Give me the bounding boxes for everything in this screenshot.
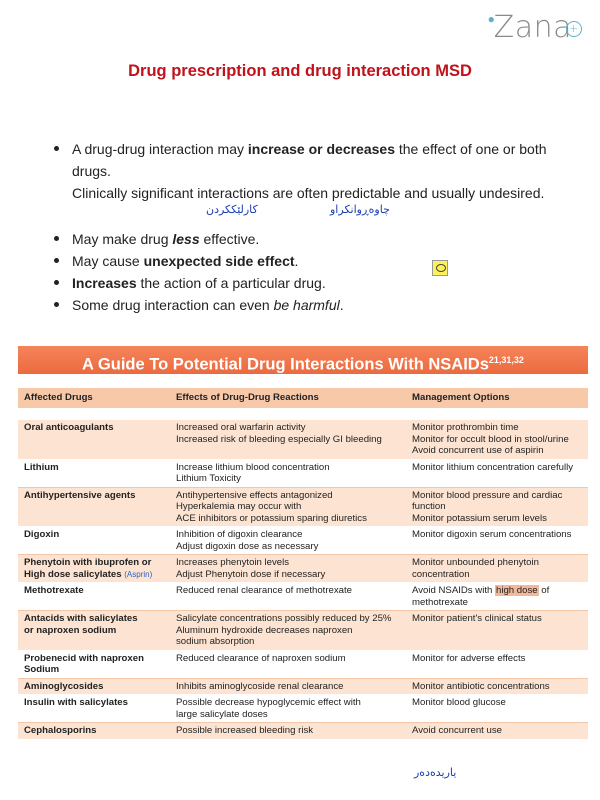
effects-cell: Reduced clearance of naproxen sodium xyxy=(176,652,346,664)
effects-cell: Possible increased bleeding risk xyxy=(176,725,314,736)
handwritten-annotation: یاریدەدەر xyxy=(414,766,457,779)
bullet-text: . xyxy=(294,253,299,269)
bullet-list xyxy=(52,138,572,316)
effects-cell: Inhibition of digoxin clearance Adjust digoxin dose as necessary xyxy=(176,529,319,552)
banner-title: A Guide To Potential Drug Interactions With NSAIDs xyxy=(82,355,489,374)
table-row xyxy=(18,555,588,583)
bullet-bold: Increases xyxy=(72,275,137,291)
bullet-text: effective. xyxy=(199,231,260,247)
table-row xyxy=(18,723,588,740)
drug-cell: Insulin with salicylates xyxy=(24,697,128,708)
logo-plus-icon: + xyxy=(566,21,582,37)
effects-cell: Increased oral warfarin activity Increased risk of bleeding especially GI bleeding xyxy=(176,422,382,445)
bullet-text: . xyxy=(339,297,344,313)
drug-cell: Digoxin xyxy=(24,529,60,540)
comment-note-icon[interactable] xyxy=(432,260,448,276)
effects-cell: Increases phenytoin levels Adjust Phenytoin dose if necessary xyxy=(176,557,326,580)
table-row xyxy=(18,650,588,678)
effects-cell: Increase lithium blood concentration Lithium Toxicity xyxy=(176,461,330,484)
bullet-side-effect xyxy=(52,250,572,272)
intro-line2: drugs. xyxy=(72,163,111,179)
bullet-increases xyxy=(52,272,572,294)
management-cell: Avoid NSAIDs with high dose of methotrexate xyxy=(412,585,550,608)
table-row xyxy=(18,420,588,459)
bullet-text: May cause xyxy=(72,253,144,269)
management-cell: Monitor lithium concentration carefully xyxy=(412,461,574,473)
drug-cell: Oral anticoagulants xyxy=(24,422,114,433)
bullet-less-effective xyxy=(52,228,572,250)
drug-cell: Lithium xyxy=(24,461,59,473)
intro-text: A drug-drug interaction may xyxy=(72,141,248,157)
handwritten-annotation: کارلێککردن xyxy=(206,203,258,216)
drug-cell: Cephalosporins xyxy=(24,725,97,736)
management-cell: Monitor blood glucose xyxy=(412,697,506,708)
management-cell: Monitor antibiotic concentrations xyxy=(412,680,550,692)
bullet-emphasis: be harmful xyxy=(273,297,340,313)
drug-cell: Phenytoin with ibuprofen or High dose salicylates (Asprin) xyxy=(24,557,153,580)
management-cell: Avoid concurrent use xyxy=(412,725,502,736)
column-header: Management Options xyxy=(412,392,510,404)
intro-bold: increase or decreases xyxy=(247,141,395,157)
management-cell: Monitor digoxin serum concentrations xyxy=(412,529,572,540)
intro-text-end: the effect of one or both xyxy=(394,141,547,157)
management-cell: Monitor for adverse effects xyxy=(412,652,526,664)
bullet-emphasis: less xyxy=(172,231,200,247)
effects-cell: Possible decrease hypoglycemic effect with large salicylate doses xyxy=(176,697,361,720)
table-row xyxy=(18,611,588,651)
zana-logo xyxy=(487,10,582,45)
drug-cell: Antacids with salicylates or naproxen sodium xyxy=(24,613,138,636)
effects-cell: Inhibits aminoglycoside renal clearance xyxy=(176,680,344,692)
table-row xyxy=(18,459,588,487)
aspirin-annotation: (Asprin) xyxy=(124,569,153,579)
drug-cell: Probenecid with naproxen Sodium xyxy=(24,652,144,675)
drug-cell: Aminoglycosides xyxy=(24,680,104,692)
intro-line3: Clinically significant interactions are often predictable and usually undesired. xyxy=(72,185,545,201)
table-row xyxy=(18,678,588,695)
table-row xyxy=(18,527,588,555)
management-cell: Monitor patient's clinical status xyxy=(412,613,542,624)
table-row xyxy=(18,695,588,723)
bullet-intro xyxy=(52,138,572,204)
column-header: Effects of Drug-Drug Reactions xyxy=(176,392,319,404)
handwritten-annotation: چاوەڕوانکراو xyxy=(330,203,390,216)
table-row xyxy=(18,583,588,611)
bullet-text: the action of a particular drug. xyxy=(136,275,326,291)
management-cell: Monitor prothrombin time Monitor for occult blood in stool/urine Avoid concurrent use of aspirin xyxy=(412,422,569,456)
effects-cell: Salicylate concentrations possibly reduced by 25% Aluminum hydroxide decreases naproxen sodium absorption xyxy=(176,613,392,647)
management-cell: Monitor unbounded phenytoin concentration xyxy=(412,557,539,580)
bullet-bold: unexpected side effect xyxy=(143,253,295,269)
table-banner xyxy=(18,346,588,374)
bullet-harmful xyxy=(52,294,572,316)
bullet-text: May make drug xyxy=(72,231,173,247)
drug-interaction-table xyxy=(18,388,588,740)
table-row xyxy=(18,487,588,527)
management-cell: Monitor blood pressure and cardiac function Monitor potassium serum levels xyxy=(412,489,563,524)
column-header: Affected Drugs xyxy=(24,392,93,404)
logo-dot-icon: ● xyxy=(487,12,496,26)
page-title: Drug prescription and drug interaction MSD xyxy=(128,62,472,80)
effects-cell: Reduced renal clearance of methotrexate xyxy=(176,585,352,596)
drug-cell: Methotrexate xyxy=(24,585,84,596)
banner-refs: 21,31,32 xyxy=(488,355,524,365)
effects-cell: Antihypertensive effects antagonized Hyperkalemia may occur with ACE inhibitors or potassium sparing diuretics xyxy=(176,489,367,524)
drug-cell: Antihypertensive agents xyxy=(24,489,136,501)
bullet-text: Some drug interaction can even xyxy=(72,297,274,313)
table-header-row xyxy=(18,388,588,408)
highlighted-text: high dose xyxy=(496,585,538,596)
logo-text: Zana xyxy=(493,10,572,45)
